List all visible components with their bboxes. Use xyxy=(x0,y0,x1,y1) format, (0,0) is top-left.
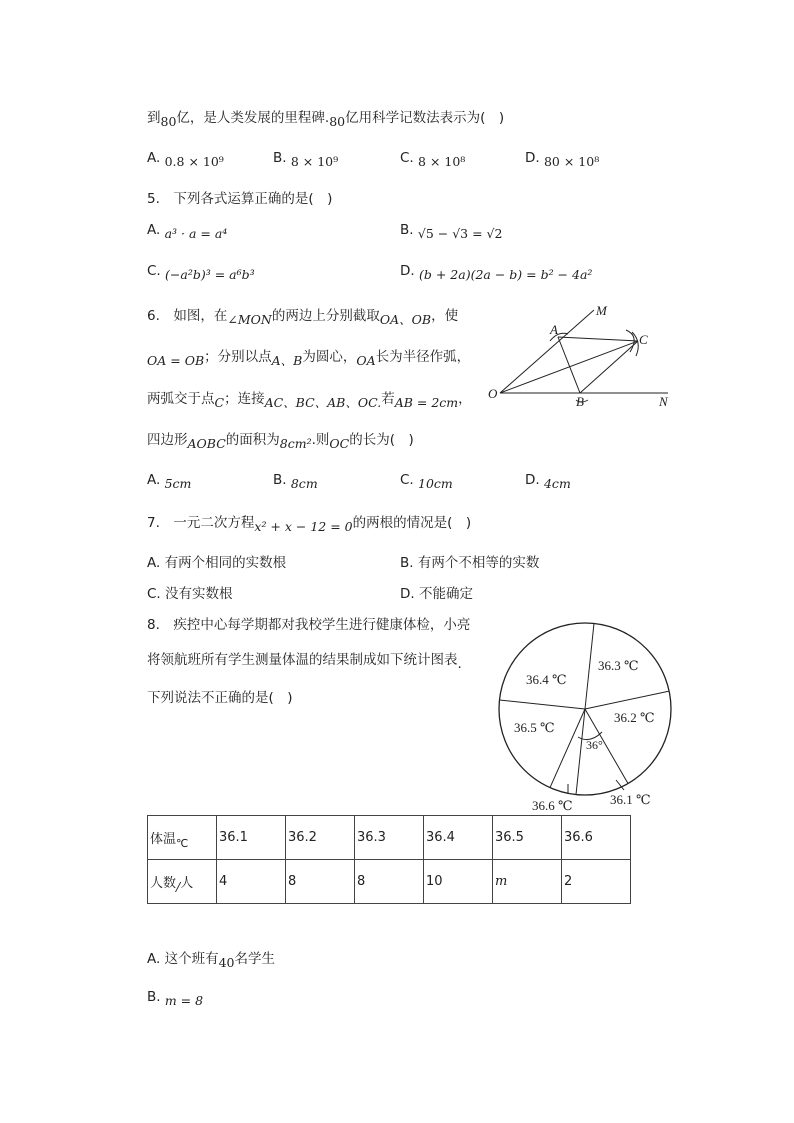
q4-stem: 到80亿，是人类发展的里程碑.80亿用科学记数法表示为( ) xyxy=(147,110,505,129)
q7-option-c: C. 没有实数根 xyxy=(147,586,233,602)
pie-slice-label: 36.1 ℃ xyxy=(610,792,651,807)
q8-pie-chart xyxy=(490,612,680,812)
label-o: O xyxy=(488,386,498,401)
pie-slice-label: 36.2 ℃ xyxy=(614,710,655,725)
pie-slice-label: 36.5 ℃ xyxy=(514,720,555,735)
pie-slice-label: 36.3 ℃ xyxy=(598,658,639,673)
table-cell: 36.2 xyxy=(286,816,355,860)
table-cell: 36.6 xyxy=(562,816,631,860)
q6-option-a: A. 5cm xyxy=(147,472,192,491)
q8-line-1: 8. 疾控中心每学期都对我校学生进行健康体检，小亮 xyxy=(147,617,471,633)
label-m: M xyxy=(596,303,607,318)
q5-stem: 5. 下列各式运算正确的是( ) xyxy=(147,191,333,207)
table-row xyxy=(148,816,631,860)
q5-option-c: C. (−a²b)³ = a⁶b³ xyxy=(147,263,255,282)
table-cell: 36.5 xyxy=(493,816,562,860)
q6-option-c: C. 10cm xyxy=(400,472,453,491)
q7-option-b: B. 有两个不相等的实数 xyxy=(400,555,540,571)
q5-option-b: B. √5 − √3 = √2 xyxy=(400,222,503,241)
q4-option-b: B. 8 × 10⁹ xyxy=(273,150,339,169)
table-cell: 10 xyxy=(424,860,493,904)
q8-line-2: 将领航班所有学生测量体温的结果制成如下统计图表. xyxy=(147,652,462,672)
table-cell: 36.4 xyxy=(424,816,493,860)
table-cell: 8 xyxy=(355,860,424,904)
q6-line-3: 两弧交于点C；连接AC、BC、AB、OC.若AB = 2cm， xyxy=(147,391,472,410)
q5-option-d: D. (b + 2a)(2a − b) = b² − 4a² xyxy=(400,263,593,282)
q5-option-a: A. a³ · a = a⁴ xyxy=(147,222,228,241)
segment-ac xyxy=(558,337,638,341)
q6-geometry-figure xyxy=(480,296,680,412)
segment-oc xyxy=(500,341,638,393)
q6-option-d: D. 4cm xyxy=(525,472,571,491)
segment-ab xyxy=(558,337,580,393)
q8-option-a: A. 这个班有40名学生 xyxy=(147,951,275,970)
ray-om xyxy=(500,310,594,393)
table-cell: 2 xyxy=(562,860,631,904)
q6-line-4: 四边形AOBC的面积为8cm².则OC的长为( ) xyxy=(147,432,414,451)
table-cell: 36.3 xyxy=(355,816,424,860)
label-a: A xyxy=(550,322,558,337)
q6-option-b: B. 8cm xyxy=(273,472,318,491)
q4-option-a: A. 0.8 × 10⁹ xyxy=(147,150,224,169)
table-header-cell: 体温$_℃$ xyxy=(148,816,217,860)
q7-option-d: D. 不能确定 xyxy=(400,586,473,602)
segment-bc xyxy=(580,341,638,393)
table-row xyxy=(148,860,631,904)
q7-option-a: A. 有两个相同的实数根 xyxy=(147,555,287,571)
q6-line-1: 6. 如图，在∠MON的两边上分别截取OA、OB，使 xyxy=(147,308,459,327)
pie-slice-label: 36.6 ℃ xyxy=(532,798,573,812)
q6-line-2: OA = OB；分别以点A、B为圆心，OA长为半径作弧， xyxy=(147,349,471,368)
label-b: B xyxy=(576,394,584,409)
table-cell: 8 xyxy=(286,860,355,904)
label-n: N xyxy=(659,394,668,409)
q8-line-3: 下列说法不正确的是( ) xyxy=(147,690,293,706)
table-cell: m xyxy=(493,860,562,904)
table-header-cell: 人数/人 xyxy=(148,860,217,904)
temperature-table xyxy=(147,815,631,904)
q4-option-d: D. 80 × 10⁸ xyxy=(525,150,600,169)
label-c: C xyxy=(639,332,648,347)
q7-stem: 7. 一元二次方程x² + x − 12 = 0的两根的情况是( ) xyxy=(147,515,472,534)
angle-label: 36° xyxy=(586,738,603,752)
table-cell: 36.1 xyxy=(217,816,286,860)
pie-slice-label: 36.4 ℃ xyxy=(526,672,567,687)
table-cell: 4 xyxy=(217,860,286,904)
q4-option-c: C. 8 × 10⁸ xyxy=(400,150,466,169)
q8-option-b: B. m = 8 xyxy=(147,989,204,1008)
